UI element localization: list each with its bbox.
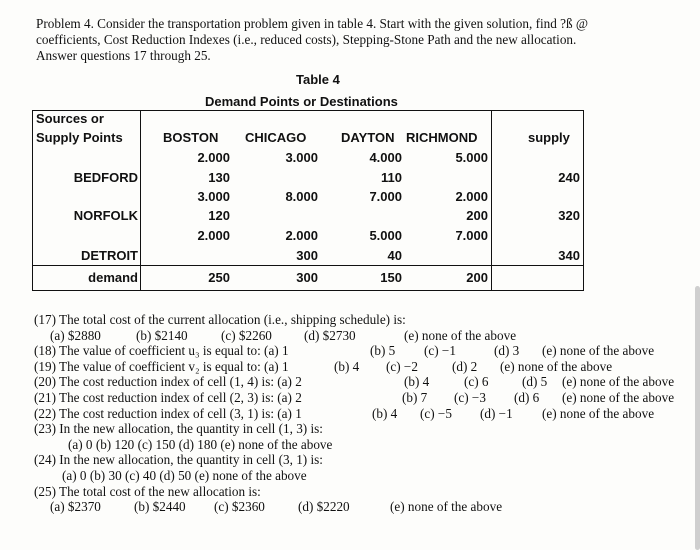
cost-cell: 7.000 [455,228,488,243]
question-text: (24) In the new allocation, the quantity in cell (3, 1) is: [34,452,323,468]
supply-cell: 320 [558,208,580,223]
cost-cell: 3.000 [285,150,318,165]
choice-d: (d) $2730 [304,327,356,343]
col-header-supply: supply [528,130,570,145]
table-subtitle: Demand Points or Destinations [205,94,398,109]
alloc-cell: 40 [387,248,402,263]
col-header-richmond: RICHMOND [406,130,478,145]
choice-c: (c) $2260 [221,327,272,343]
alloc-cell: 120 [208,208,230,223]
cost-cell: 2.000 [197,228,230,243]
choice-c: (c) −1 [424,343,456,359]
question-line [34,374,694,390]
choice-a: (a) $2370 [50,499,101,515]
choice-e: (e) none of the above [562,374,675,390]
choice-c: (c) −5 [420,405,452,421]
question-line [34,406,694,422]
choice-b: (b) 4 [404,374,430,390]
question-text: (20) The cost reduction index of cell (1, 4) is: (a) 2 [34,374,302,390]
choice-d: (d) 5 [522,374,548,390]
alloc-cell: 110 [381,170,402,185]
cost-cell: 2.000 [455,189,488,204]
choice-e: (e) none of the above [562,389,675,405]
choice-d: (d) $2220 [298,499,350,515]
cost-cell: 8.000 [285,189,318,204]
alloc-cell: 200 [466,208,488,223]
choice-e: (e) none of the above [500,358,613,374]
question-line [34,452,694,468]
demand-cell: 200 [466,270,488,285]
choice-d: (d) 3 [494,343,520,359]
question-line [34,390,694,406]
demand-cell: 300 [296,270,318,285]
question-text: (25) The total cost of the new allocation is: [34,483,261,499]
choice-d: (d) 6 [514,389,540,405]
choice-c: (c) $2360 [214,499,265,515]
question-line [34,343,694,359]
problem-line: Answer questions 17 through 25. [36,48,211,63]
vertical-scrollbar[interactable] [695,286,700,550]
question-line [34,359,694,375]
choice-list: (a) 0 (b) 120 (c) 150 (d) 180 (e) none of the above [68,436,333,452]
answer-choices [34,468,694,484]
choice-b: (b) 7 [402,389,428,405]
choice-b: (b) 4 [334,358,360,374]
table-title: Table 4 [296,72,340,87]
question-text: (17) The total cost of the current allocation (i.e., shipping schedule) is: [34,312,406,327]
cost-cell: 4.000 [369,150,402,165]
cost-cell: 5.000 [369,228,402,243]
answer-choices [34,328,694,344]
problem-line: Problem 4. Consider the transportation problem given in table 4. Start with the given solution, find ?ß @ [36,16,589,31]
question-line [34,484,694,500]
row-label-demand: demand [88,270,138,285]
answer-choices [34,437,694,453]
choice-d: (d) −1 [480,405,513,421]
problem-statement [36,16,676,64]
answer-choices [34,499,694,515]
question-text: (22) The cost reduction index of cell (3, 1) is: (a) 1 [34,405,302,421]
choice-e: (e) none of the above [542,405,655,421]
col-header-boston: BOSTON [163,130,219,145]
problem-line: coefficients, Cost Reduction Indexes (i.e., reduced costs), Stepping-Stone Path and the new allocation. [36,32,577,47]
cost-cell: 2.000 [197,150,230,165]
choice-c: (c) −3 [454,389,486,405]
choice-c: (c) −2 [386,358,418,374]
choice-b: (b) 5 [370,343,396,359]
col-header-dayton: DAYTON [341,130,395,145]
question-text: (18) The value of coefficient u₃ is equal to: (a) 1 [34,343,289,359]
demand-cell: 250 [208,270,230,285]
row-label-norfolk: NORFOLK [73,208,138,223]
choice-d: (d) 2 [452,358,478,374]
choice-a: (a) $2880 [50,327,101,343]
alloc-cell: 130 [208,170,230,185]
question-text: (21) The cost reduction index of cell (2, 3) is: (a) 2 [34,389,302,405]
question-text: (23) In the new allocation, the quantity in cell (1, 3) is: [34,421,323,437]
choice-b: (b) 4 [372,405,398,421]
transportation-table [32,110,584,291]
cost-cell: 3.000 [197,189,230,204]
choice-e: (e) none of the above [404,327,517,343]
supply-cell: 240 [558,170,580,185]
supply-cell: 340 [558,248,580,263]
row-label-detroit: DETROIT [80,248,138,263]
demand-cell: 150 [380,270,402,285]
question-text: (19) The value of coefficient v₂ is equal to: (a) 1 [34,358,289,374]
question-list [34,312,694,515]
choice-c: (c) 6 [464,374,489,390]
cost-cell: 5.000 [455,150,488,165]
question-line [34,421,694,437]
choice-list: (a) 0 (b) 30 (c) 40 (d) 50 (e) none of the above [62,467,307,483]
choice-b: (b) $2140 [136,327,188,343]
choice-e: (e) none of the above [542,343,655,359]
choice-e: (e) none of the above [390,499,503,515]
row-label-bedford: BEDFORD [73,170,138,185]
corner-label: Sources or [36,111,104,126]
cost-cell: 2.000 [285,228,318,243]
alloc-cell: 300 [296,248,318,263]
cost-cell: 7.000 [369,189,402,204]
question-line [34,312,694,328]
col-header-chicago: CHICAGO [245,130,307,145]
corner-label: Supply Points [36,130,123,145]
choice-b: (b) $2440 [134,499,186,515]
